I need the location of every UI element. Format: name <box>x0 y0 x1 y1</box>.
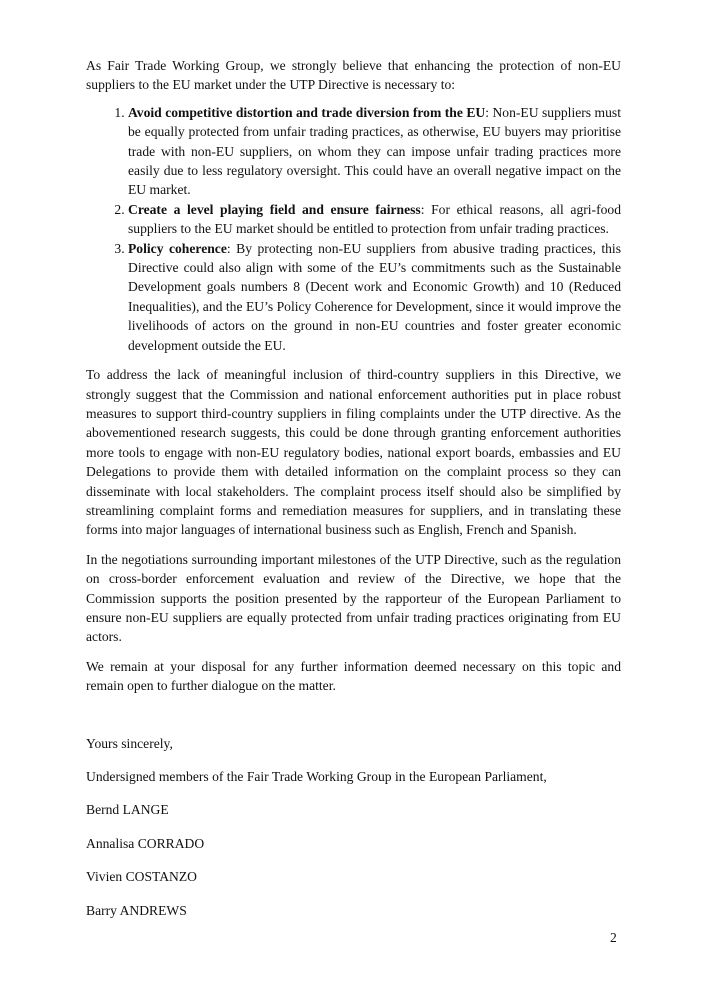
letter-body <box>86 56 621 920</box>
signatory-name: Annalisa CORRADO <box>86 835 205 851</box>
page-number: 2 <box>610 930 617 945</box>
body-paragraph: To address the lack of meaningful inclusion of third-country suppliers in this Directive, we strongly suggest that the Commission and national enforcement authorities put in place robust measures to support third-country suppliers in filing complaints under the UTP directive. As the abovementioned research suggests, this could be done through granting enforcement authorities more tools to engage with non-EU regulatory bodies, national export boards, embassies and EU Delegations to provide them with detailed information on the complaint process so they can disseminate with local stakeholders. The complaint process itself should also be simplified by streamlining complaint forms and remediation measures for suppliers, and in translating these forms into major languages of international business such as English, French and Spanish. <box>86 367 621 538</box>
reason-title: Avoid competitive distortion and trade diversion from the EU <box>128 104 486 120</box>
spacer <box>86 706 621 734</box>
reason-title: Policy coherence <box>128 240 227 256</box>
list-item <box>128 239 621 355</box>
signatory-name: Vivien COSTANZO <box>86 869 197 885</box>
body-paragraph: We remain at your disposal for any further information deemed necessary on this topic and remain open to further dialogue on the matter. <box>86 658 621 694</box>
signatory-name: Bernd LANGE <box>86 802 169 818</box>
signatory-name: Barry ANDREWS <box>86 902 187 918</box>
intro-paragraph: As Fair Trade Working Group, we strongly believe that enhancing the protection of non-EU suppliers to the EU market under the UTP Directive is necessary to: <box>86 58 621 93</box>
reasons-list <box>86 103 621 355</box>
list-item <box>128 103 621 200</box>
salutation: Yours sincerely, <box>86 735 173 751</box>
reason-text: : For ethical reasons, all agri-food suppliers to the EU market should be entitled to protection from unfair trading practices. <box>128 201 621 237</box>
reason-text: : By protecting non-EU suppliers from abusive trading practices, this Directive could also align with some of the EU’s commitments such as the Sustainable Development goals numbers 8 (Decent work and Economic Growth) and 10 (Reduced Inequalities), and the EU’s Policy Coherence for Development, since it would improve the livelihoods of actors on the ground in non-EU countries and foster greater economic development outside the EU. <box>128 240 621 353</box>
list-item <box>128 200 621 239</box>
reason-text: : Non-EU suppliers must be equally protected from unfair trading practices, as otherwise, EU buyers may prioritise trade with non-EU suppliers, on whom they can impose unfair trading practices more easily due to less regulatory oversight. This could have an overall negative impact on the EU market. <box>128 104 621 198</box>
closing-block <box>86 734 621 920</box>
body-paragraph: In the negotiations surrounding important milestones of the UTP Directive, such as the regulation on cross-border enforcement evaluation and review of the Directive, we hope that the Commission supports the position presented by the rapporteur of the European Parliament to ensure non-EU suppliers are equally protected from unfair trading practices originating from EU actors. <box>86 551 621 645</box>
signatories-intro: Undersigned members of the Fair Trade Working Group in the European Parliament, <box>86 769 547 784</box>
reason-title: Create a level playing field and ensure fairness <box>128 201 421 217</box>
